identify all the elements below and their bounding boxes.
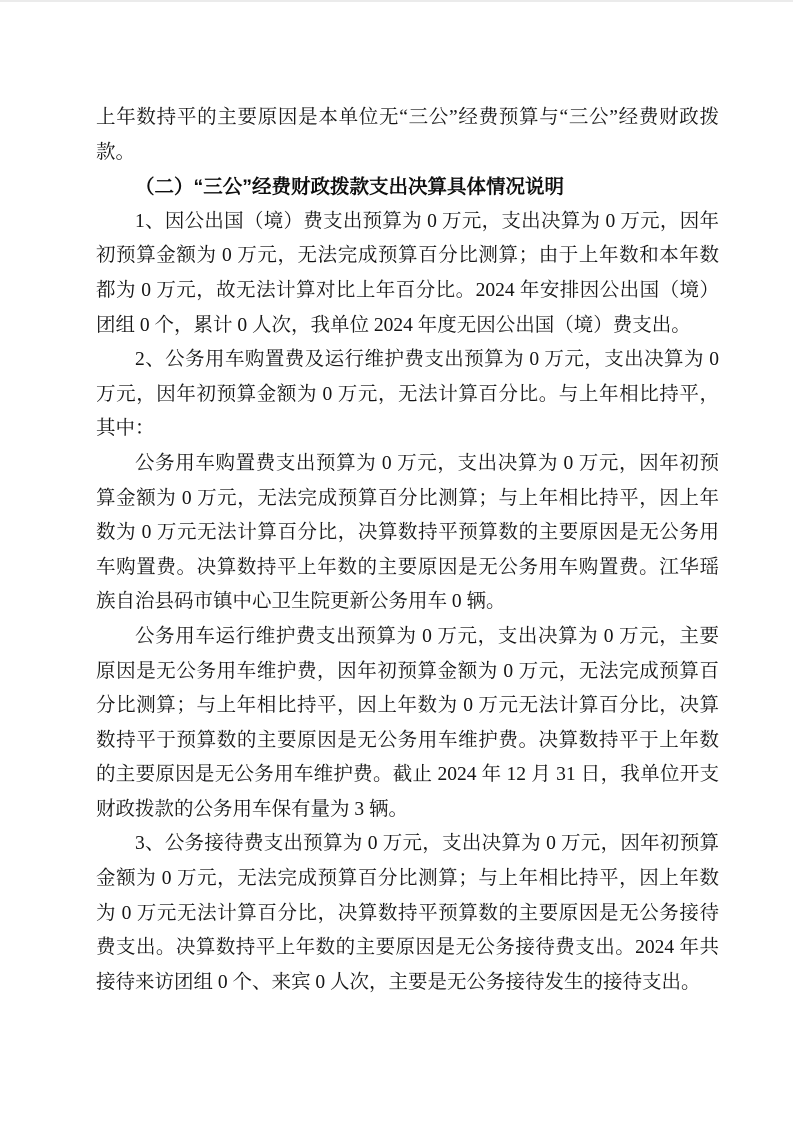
paragraph-vehicle-maintenance: 公务用车运行维护费支出预算为 0 万元，支出决算为 0 万元，主要原因是无公务用车维护费，因年初预算金额为 0 万元，无法完成预算百分比测算；与上年相比持平，因上年数为 0 万元无法计算百分比，决算数持平于预算数的主要原因是无公务用车维护费。决算数持平于上年数的主要原因是无公务用车维护费。截止 2024 年 12 月 31 日，我单位开支财政拨款的公务用车保有量为 3 辆。 xyxy=(96,625,719,820)
paragraph-official-trips-abroad: 1、因公出国（境）费支出预算为 0 万元，支出决算为 0 万元，因年初预算金额为 0 万元，无法完成预算百分比测算；由于上年数和本年数都为 0 万元，故无法计算对比上年百分比。2024 年安排因公出国（境）团组 0 个，累计 0 人次，我单位 2024 年度无因公出国（境）费支出。 xyxy=(96,210,719,336)
section-heading: （二）“三公”经费财政拨款支出决算具体情况说明 xyxy=(135,176,565,199)
paragraph-vehicle-purchase: 公务用车购置费支出预算为 0 万元，支出决算为 0 万元，因年初预算金额为 0 万元，无法完成预算百分比测算；与上年相比持平，因上年数为 0 万元无法计算百分比，决算数持平预算数的主要原因是无公务用车购置费。决算数持平上年数的主要原因是无公务用车购置费。江华瑶族自治县码市镇中心卫生院更新公务用车 0 辆。 xyxy=(96,452,719,613)
scan-top-edge xyxy=(0,0,793,2)
paragraph-carryover: 上年数持平的主要原因是本单位无“三公”经费预算与“三公”经费财政拨款。 xyxy=(96,107,719,163)
paragraph-official-reception: 3、公务接待费支出预算为 0 万元，支出决算为 0 万元，因年初预算金额为 0 万元，无法完成预算百分比测算；与上年相比持平，因上年数为 0 万元无法计算百分比，决算数持平预算数的主要原因是无公务接待费支出。决算数持平上年数的主要原因是无公务接待费支出。2024 年共接待来访团组 0 个、来宾 0 人次，主要是无公务接待发生的接待支出。 xyxy=(96,833,719,993)
paragraph-vehicle-purchase-and-maintenance-total: 2、公务用车购置费及运行维护费支出预算为 0 万元，支出决算为 0 万元，因年初预算金额为 0 万元，无法计算百分比。与上年相比持平，其中： xyxy=(96,349,719,440)
